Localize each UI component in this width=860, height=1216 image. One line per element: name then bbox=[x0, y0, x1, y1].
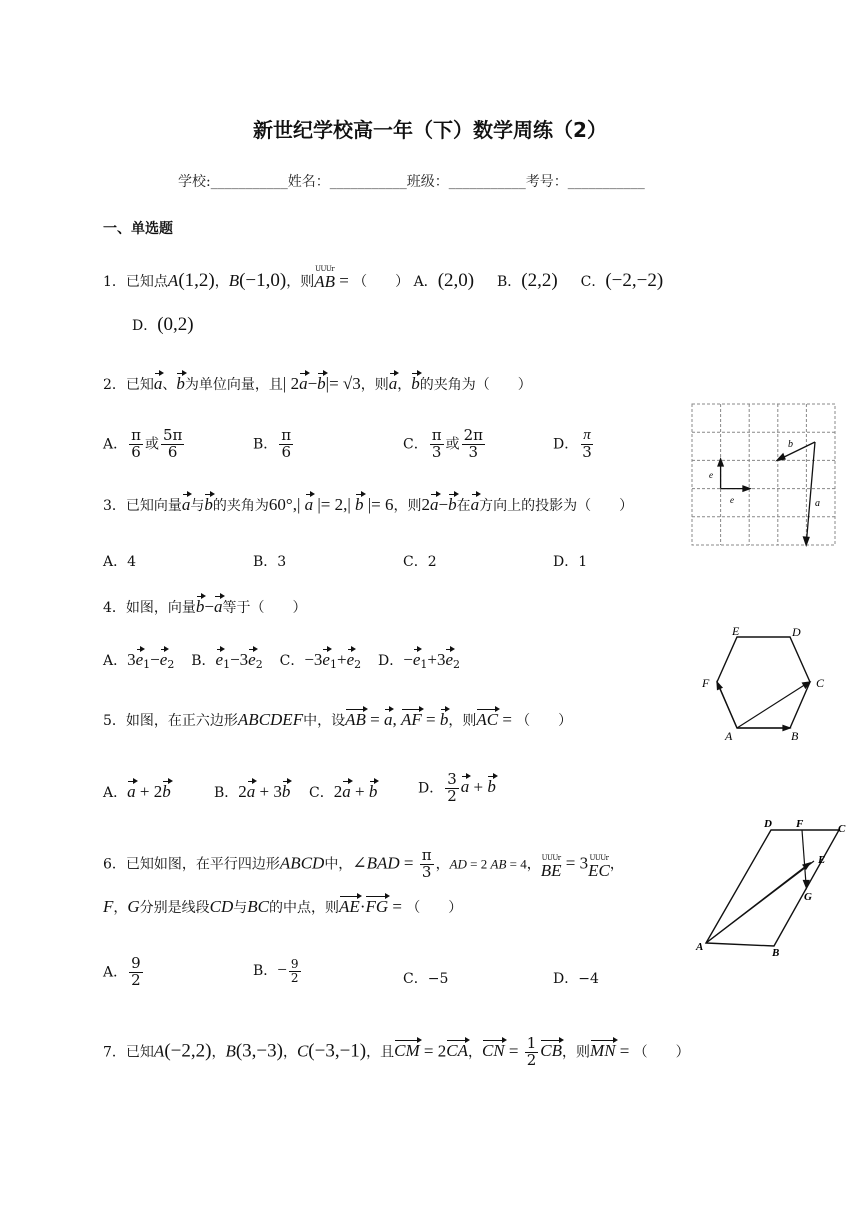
q5-option-a[interactable]: A．a + 2b bbox=[103, 782, 171, 801]
question-6-line2: F，G分别是线段CD与BC的中点，则AE·FG = （ ） bbox=[103, 897, 463, 916]
q5-option-c[interactable]: C．2a + b bbox=[309, 782, 378, 801]
q4-option-b[interactable]: B．$e_1-3e_2$ bbox=[191, 650, 263, 671]
q6-option-a[interactable]: A． $\frac{9}{2}$ bbox=[103, 954, 141, 989]
q4-option-d[interactable]: D．$-e_1+3e_2$ bbox=[378, 650, 461, 671]
q1-option-a[interactable]: A．(2,0) bbox=[413, 270, 475, 291]
student-info bbox=[178, 171, 645, 191]
parallelogram-figure bbox=[694, 816, 854, 958]
para-label-c: C bbox=[838, 823, 846, 835]
q5-option-d[interactable]: D． $\frac{3}{2}$ a + b bbox=[418, 770, 496, 805]
question-7: 7．已知A(−2,2)，B(3,−3)，C(−3,−1)，且CM = 2CA，CN = $\frac{1}{2}$ CB，则MN = （ ） bbox=[103, 1034, 690, 1069]
hex-label-e: E bbox=[732, 624, 740, 638]
b-label: b bbox=[788, 439, 793, 450]
q1-option-b[interactable]: B．(2,2) bbox=[497, 270, 558, 291]
question-6: 6．已知如图，在平行四边形ABCD中，∠BAD = $\frac{\pi}{3}$ ，AD = 2 AB = 4， UUUr BE = 3 UUUr EC ， bbox=[103, 846, 624, 881]
hexagon-figure bbox=[698, 622, 833, 746]
exam-number-field[interactable]: 考号：___________ bbox=[525, 174, 645, 190]
q3-option-b[interactable]: B．3 bbox=[253, 554, 287, 570]
q6-option-c[interactable]: C．−5 bbox=[403, 971, 449, 987]
hex-label-d: D bbox=[792, 625, 801, 639]
vector-grid-figure bbox=[690, 402, 838, 548]
q3-option-c[interactable]: C．2 bbox=[403, 554, 437, 570]
q6-option-d[interactable]: D．−4 bbox=[553, 971, 599, 987]
question-5: 5．如图，在正六边形ABCDEF中，设AB = a, AF = b，则AC = （ ） bbox=[103, 710, 573, 729]
q1-option-c[interactable]: C．(−2,−2) bbox=[580, 270, 664, 291]
question-2: 2．已知a、b为单位向量，且| 2a−b|= √3，则a，b的夹角为（ ） bbox=[103, 374, 532, 393]
para-label-b: B bbox=[772, 947, 780, 958]
para-label-f: F bbox=[796, 818, 804, 830]
para-label-g: G bbox=[804, 891, 812, 903]
q2-option-c[interactable]: C． $\frac{\pi}{3}$ 或 $\frac{2\pi}{3}$ bbox=[403, 426, 483, 461]
school-field[interactable]: 学校:___________ bbox=[178, 174, 288, 190]
class-field[interactable]: 班级：___________ bbox=[406, 174, 526, 190]
name-field[interactable]: 姓名：___________ bbox=[287, 174, 407, 190]
section-heading: 一、单选题 bbox=[103, 221, 173, 237]
q4-option-c[interactable]: C．$-3e_1+e_2$ bbox=[279, 650, 362, 671]
e1-label: e bbox=[730, 495, 734, 505]
q2-option-a[interactable]: A． $\frac{\pi}{6}$ 或 $\frac{5\pi}{6}$ bbox=[103, 426, 183, 461]
q2-option-b[interactable]: B． $\frac{\pi}{6}$ bbox=[253, 426, 292, 461]
page-title: 新世纪学校高一年（下）数学周练（2） bbox=[253, 118, 607, 142]
question-4: 4．如图，向量b−a等于（ ） bbox=[103, 597, 307, 616]
q4-option-a[interactable]: A．$3e_1-e_2$ bbox=[103, 650, 175, 671]
hex-label-f: F bbox=[702, 676, 710, 690]
e2-label: e bbox=[709, 470, 713, 480]
q3-option-d[interactable]: D．1 bbox=[553, 554, 588, 570]
hex-label-a: A bbox=[725, 729, 733, 743]
q6-option-b[interactable]: B．− $\frac{9}{2}$ bbox=[253, 957, 299, 985]
q2-option-d[interactable]: D． $\frac{\pi}{3}$ bbox=[553, 427, 592, 461]
q3-option-a[interactable]: A．4 bbox=[103, 554, 137, 570]
q1-option-d[interactable]: D．(0,2) bbox=[132, 314, 194, 335]
hex-label-c: C bbox=[816, 676, 825, 690]
para-label-e: E bbox=[818, 854, 826, 866]
hex-label-b: B bbox=[791, 729, 799, 743]
question-1: 1．已知点A(1,2)，B(−1,0)，则 UUUr AB = （ ） A．(2,0) B．(2,2) C．(−2,−2) bbox=[103, 265, 664, 291]
para-label-d: D bbox=[764, 818, 772, 830]
question-3: 3．已知向量a与b的夹角为60°,| a |= 2,| b |= 6，则2a−b在a方向上的投影为（ ） bbox=[103, 495, 634, 514]
para-label-a: A bbox=[696, 941, 704, 953]
a-label: a bbox=[815, 498, 820, 509]
q5-option-b[interactable]: B．2a + 3b bbox=[214, 782, 291, 801]
q4-options bbox=[103, 650, 460, 671]
